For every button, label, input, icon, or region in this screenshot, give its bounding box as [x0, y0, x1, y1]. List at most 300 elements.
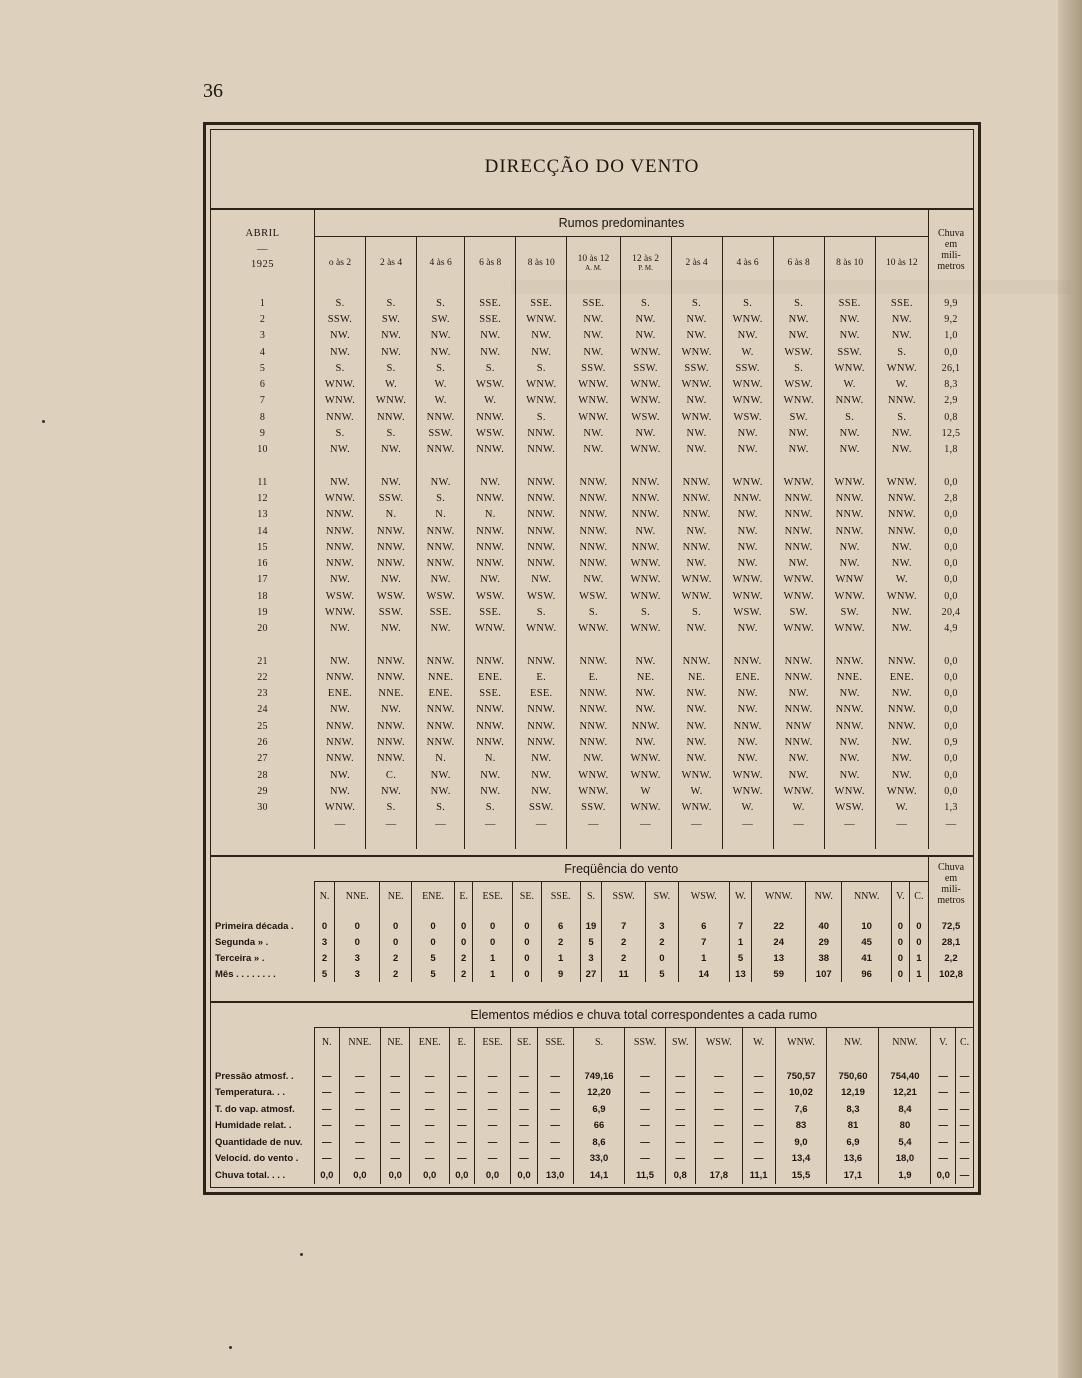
wind-direction-cell: W.: [824, 376, 875, 392]
slot-header: [366, 237, 417, 290]
element-cell: 0,0: [450, 1167, 475, 1184]
frequency-column-header: NW.: [806, 882, 842, 911]
gap-cell: [315, 637, 366, 653]
frequency-body: [211, 910, 973, 982]
wind-direction-cell: NNW.: [516, 442, 567, 458]
wind-direction-cell: WNW.: [773, 621, 824, 637]
element-cell: —: [474, 1134, 511, 1151]
spacer-cell: [211, 832, 315, 848]
wind-direction-cell: NNW.: [465, 702, 516, 718]
frequency-cell: 1: [678, 950, 729, 966]
slot-header: [465, 237, 516, 290]
wind-direction-cell: NNW.: [366, 669, 417, 685]
element-cell: 6,9: [827, 1134, 879, 1151]
wind-direction-cell: NW.: [824, 555, 875, 571]
slot-label: 8 às 10: [836, 258, 864, 268]
wind-direction-cell: NNW.: [417, 442, 465, 458]
element-cell: —: [410, 1134, 450, 1151]
element-cell: —: [410, 1085, 450, 1102]
wind-direction-cell: SSW.: [366, 604, 417, 620]
wind-direction-cell: WNW.: [465, 621, 516, 637]
wind-direction-cell: NNW.: [773, 490, 824, 506]
wind-direction-cell: S.: [366, 800, 417, 816]
wind-direction-cell: NW.: [773, 442, 824, 458]
frequency-rain-header: [929, 857, 974, 910]
element-cell: —: [315, 1118, 340, 1135]
rain-cell: 26,1: [929, 360, 974, 376]
wind-direction-cell: NW.: [773, 328, 824, 344]
element-cell: 17,1: [827, 1167, 879, 1184]
wind-direction-cell: WNW.: [824, 621, 875, 637]
rain-cell: 0,0: [929, 767, 974, 783]
wind-direction-cell: S.: [366, 289, 417, 311]
element-cell: —: [625, 1134, 665, 1151]
table-row: [211, 572, 973, 588]
wind-direction-cell: S.: [516, 360, 567, 376]
wind-direction-cell: NNW.: [824, 523, 875, 539]
frequency-cell: 5: [580, 934, 602, 950]
wind-direction-cell: SW.: [366, 311, 417, 327]
rain-header-line: em: [944, 238, 958, 250]
frequency-cell: 0: [909, 934, 928, 950]
wind-direction-cell: WNW.: [773, 474, 824, 490]
wind-direction-cell: NW.: [671, 702, 722, 718]
dash-cell: —: [366, 816, 417, 832]
table-row: [211, 910, 973, 934]
wind-direction-cell: S.: [465, 800, 516, 816]
wind-direction-cell: WNW.: [315, 376, 366, 392]
month-dash: —: [257, 243, 268, 255]
wind-direction-cell: NW.: [315, 767, 366, 783]
frequency-cell: 0: [473, 934, 513, 950]
element-cell: 9,0: [775, 1134, 827, 1151]
slot-header: [671, 237, 722, 290]
wind-direction-cell: NW.: [366, 702, 417, 718]
element-cell: —: [625, 1101, 665, 1118]
wind-direction-cell: NW.: [671, 555, 722, 571]
wind-direction-cell: WNW.: [620, 393, 671, 409]
elements-column-header: V.: [931, 1028, 956, 1057]
day-number: 2: [259, 313, 266, 325]
wind-direction-cell: NNW.: [773, 507, 824, 523]
elements-column-header: WSW.: [695, 1028, 742, 1057]
element-cell: —: [511, 1085, 537, 1102]
frequency-cell: 40: [806, 910, 842, 934]
wind-direction-cell: NNW.: [516, 507, 567, 523]
wind-direction-cell: WNW.: [567, 376, 620, 392]
rain-cell: 102,8: [929, 966, 974, 982]
frequency-cell: 0: [892, 934, 910, 950]
table-inner-frame: [210, 129, 974, 1188]
frequency-column-header: S.: [580, 882, 602, 911]
element-cell: —: [410, 1118, 450, 1135]
day-number: 9: [259, 428, 266, 440]
wind-direction-cell: NW.: [465, 474, 516, 490]
wind-direction-cell: WNW.: [567, 393, 620, 409]
group-header: Rumos predominantes: [315, 210, 929, 237]
wind-direction-cell: NW.: [773, 555, 824, 571]
day-number: 26: [257, 737, 268, 749]
slot-header: [773, 237, 824, 290]
element-cell: 0,0: [315, 1167, 340, 1184]
elements-column-header: WNW.: [775, 1028, 827, 1057]
table-row: [211, 702, 973, 718]
wind-direction-cell: NW.: [671, 442, 722, 458]
wind-direction-cell: NW.: [671, 621, 722, 637]
slot-label: 6 às 8: [479, 258, 502, 268]
wind-direction-cell: NW.: [465, 572, 516, 588]
element-cell: —: [537, 1056, 573, 1085]
element-cell: —: [742, 1101, 775, 1118]
table-row: [211, 1118, 973, 1135]
frequency-cell: 0: [335, 934, 380, 950]
rain-cell: 1,8: [929, 442, 974, 458]
row-label: T. do vap. atmosf.: [215, 1103, 295, 1115]
wind-direction-cell: WNW.: [567, 767, 620, 783]
element-cell: —: [474, 1085, 511, 1102]
rain-cell: 0,9: [929, 734, 974, 750]
wind-direction-cell: NW.: [417, 572, 465, 588]
table-row: [211, 783, 973, 799]
wind-direction-cell: NW.: [567, 311, 620, 327]
rain-cell: 0,0: [929, 751, 974, 767]
wind-direction-cell: NW.: [620, 653, 671, 669]
rain-cell: 2,8: [929, 490, 974, 506]
wind-direction-cell: NW.: [875, 751, 928, 767]
element-cell: 13,4: [775, 1151, 827, 1168]
frequency-cell: 0: [513, 934, 542, 950]
wind-direction-cell: NNW.: [465, 555, 516, 571]
slot-label: 4 às 6: [429, 258, 452, 268]
wind-direction-cell: S.: [315, 360, 366, 376]
wind-direction-cell: NW.: [366, 621, 417, 637]
wind-direction-cell: WNW.: [773, 588, 824, 604]
mean-elements-table: [211, 1003, 973, 1184]
wind-direction-cell: NNW.: [824, 490, 875, 506]
rain-cell: 0,0: [929, 718, 974, 734]
day-number: 28: [257, 769, 268, 781]
wind-direction-cell: S.: [366, 425, 417, 441]
frequency-cell: 0: [909, 910, 928, 934]
frequency-cell: 0: [380, 934, 412, 950]
wind-direction-cell: SSW.: [567, 360, 620, 376]
wind-direction-cell: WNW.: [875, 588, 928, 604]
wind-direction-cell: WNW.: [315, 800, 366, 816]
frequency-cell: 1: [473, 950, 513, 966]
wind-direction-cell: NW.: [722, 702, 773, 718]
gap-cell: [366, 458, 417, 474]
gap-cell: [773, 637, 824, 653]
wind-direction-cell: WNW.: [875, 474, 928, 490]
wind-direction-cell: WNW.: [671, 572, 722, 588]
elements-column-header: ENE.: [410, 1028, 450, 1057]
day-number: 1: [259, 297, 266, 309]
wind-direction-cell: NW.: [465, 783, 516, 799]
wind-direction-cell: NW.: [824, 311, 875, 327]
gap-cell: [211, 458, 315, 474]
wind-direction-cell: SSW.: [620, 360, 671, 376]
wind-direction-cell: NW.: [722, 523, 773, 539]
element-cell: —: [931, 1151, 956, 1168]
wind-direction-cell: NNW.: [567, 702, 620, 718]
elements-column-header: NNE.: [339, 1028, 381, 1057]
wind-direction-cell: NNW.: [567, 523, 620, 539]
element-cell: —: [450, 1134, 475, 1151]
wind-direction-cell: NW.: [875, 734, 928, 750]
frequency-cell: 0: [473, 910, 513, 934]
wind-direction-cell: NNW.: [567, 539, 620, 555]
frequency-column-header: NNE.: [335, 882, 380, 911]
dash-cell: —: [722, 816, 773, 832]
wind-direction-cell: WNW.: [620, 344, 671, 360]
wind-direction-cell: WNW.: [824, 360, 875, 376]
wind-direction-cell: S.: [417, 360, 465, 376]
wind-direction-cell: SSE.: [465, 311, 516, 327]
wind-direction-cell: NNW.: [417, 555, 465, 571]
frequency-cell: 2: [455, 966, 473, 982]
table-row: [211, 604, 973, 620]
wind-direction-cell: NW.: [620, 523, 671, 539]
wind-direction-cell: NNW.: [567, 507, 620, 523]
frequency-cell: 2: [315, 950, 335, 966]
day-number: 23: [257, 688, 268, 700]
wind-direction-cell: NW.: [567, 328, 620, 344]
wind-direction-cell: S.: [773, 360, 824, 376]
wind-direction-cell: NNW.: [465, 490, 516, 506]
elements-column-header: E.: [450, 1028, 475, 1057]
wind-direction-cell: WNW.: [773, 783, 824, 799]
wind-direction-cell: NNW.: [567, 718, 620, 734]
wind-direction-cell: WNW.: [722, 311, 773, 327]
wind-direction-cell: SSE.: [567, 289, 620, 311]
element-cell: —: [339, 1151, 381, 1168]
frequency-column-header: SSE.: [541, 882, 580, 911]
wind-direction-cell: SSE.: [824, 289, 875, 311]
slot-label: 4 às 6: [736, 258, 759, 268]
spacer-cell: [315, 832, 366, 848]
frequency-cell: 38: [806, 950, 842, 966]
wind-direction-cell: NNW.: [824, 718, 875, 734]
wind-direction-cell: WNW.: [722, 572, 773, 588]
frequency-cell: 11: [602, 966, 646, 982]
element-cell: —: [665, 1085, 695, 1102]
wind-direction-cell: NNW.: [620, 507, 671, 523]
spacer-cell: [366, 832, 417, 848]
row-label: Segunda » .: [215, 936, 269, 948]
wind-direction-cell: SSE.: [465, 686, 516, 702]
element-cell: —: [381, 1056, 410, 1085]
wind-direction-cell: NNW.: [824, 507, 875, 523]
wind-direction-cell: WNW.: [516, 621, 567, 637]
wind-direction-cell: WNW.: [315, 604, 366, 620]
gap-cell: [465, 458, 516, 474]
element-cell: —: [625, 1151, 665, 1168]
rain-header-line: Chuva: [937, 861, 965, 873]
spacer-cell: [773, 832, 824, 848]
dash-row: [211, 816, 973, 832]
table-row: [211, 328, 973, 344]
wind-direction-cell: WNW.: [516, 311, 567, 327]
wind-direction-cell: NW.: [671, 718, 722, 734]
wind-direction-cell: NW.: [465, 328, 516, 344]
wind-direction-cell: NW.: [366, 474, 417, 490]
element-cell: —: [537, 1085, 573, 1102]
spacer-cell: [875, 832, 928, 848]
element-cell: 11,1: [742, 1167, 775, 1184]
wind-direction-cell: N.: [465, 507, 516, 523]
wind-direction-cell: C.: [366, 767, 417, 783]
wind-direction-cell: WNW.: [773, 572, 824, 588]
table-row: [211, 523, 973, 539]
wind-direction-cell: WSW.: [773, 344, 824, 360]
rain-cell: 0,8: [929, 409, 974, 425]
wind-direction-cell: NNW.: [567, 490, 620, 506]
wind-direction-cell: NNW.: [671, 474, 722, 490]
gap-cell: [671, 458, 722, 474]
wind-direction-cell: S.: [875, 344, 928, 360]
frequency-cell: 5: [729, 950, 752, 966]
wind-direction-cell: WNW.: [722, 376, 773, 392]
wind-direction-cell: NW.: [315, 344, 366, 360]
table-row: [211, 653, 973, 669]
wind-direction-cell: W.: [875, 376, 928, 392]
dash-cell: —: [671, 816, 722, 832]
day-number: 16: [257, 558, 268, 570]
spacer-cell: [567, 832, 620, 848]
wind-direction-cell: NW.: [417, 621, 465, 637]
rain-cell: 0,0: [929, 523, 974, 539]
gap-cell: [620, 458, 671, 474]
element-cell: —: [450, 1085, 475, 1102]
year-label: 1925: [251, 259, 274, 271]
frequency-cell: 14: [678, 966, 729, 982]
wind-direction-cell: NNW.: [722, 653, 773, 669]
table-row: [211, 686, 973, 702]
wind-direction-cell: NNW.: [567, 555, 620, 571]
wind-direction-cell: NW.: [722, 425, 773, 441]
elements-column-header: S.: [573, 1028, 625, 1057]
elements-caption: Elementos médios e chuva total correspondentes a cada rumo: [470, 1008, 818, 1022]
rain-header-line: em: [944, 872, 958, 884]
rain-cell: 0,0: [929, 344, 974, 360]
wind-direction-cell: NNE.: [417, 669, 465, 685]
wind-direction-cell: NW.: [875, 621, 928, 637]
wind-direction-cell: NW.: [875, 539, 928, 555]
rain-cell: 72,5: [929, 910, 974, 934]
wind-direction-cell: NNW.: [417, 734, 465, 750]
wind-direction-cell: NW.: [315, 328, 366, 344]
wind-direction-cell: NNW.: [875, 718, 928, 734]
slot-label: 10 às 12: [885, 258, 918, 268]
element-cell: —: [410, 1101, 450, 1118]
element-cell: —: [315, 1151, 340, 1168]
wind-direction-cell: S.: [620, 289, 671, 311]
day-number: 13: [257, 509, 268, 521]
element-cell: 12,19: [827, 1085, 879, 1102]
gap-cell: [722, 637, 773, 653]
wind-direction-cell: NNW.: [516, 555, 567, 571]
wind-direction-cell: NW.: [516, 328, 567, 344]
slot-label: 6 às 8: [787, 258, 810, 268]
wind-direction-cell: NNW.: [315, 751, 366, 767]
element-cell: 754,40: [879, 1056, 931, 1085]
wind-direction-cell: NNW.: [516, 474, 567, 490]
elements-column-header: NNW.: [879, 1028, 931, 1057]
row-label: Temperatura. . .: [215, 1087, 286, 1099]
gap-cell: [620, 637, 671, 653]
wind-direction-cell: NW.: [620, 311, 671, 327]
wind-direction-cell: WSW.: [620, 409, 671, 425]
table-row: [211, 344, 973, 360]
wind-direction-cell: NW.: [875, 767, 928, 783]
wind-direction-cell: SSW.: [366, 490, 417, 506]
wind-direction-cell: ENE.: [875, 669, 928, 685]
element-cell: —: [956, 1151, 973, 1168]
wind-direction-cell: NNW.: [773, 702, 824, 718]
elements-column-header: SSW.: [625, 1028, 665, 1057]
rain-header-line: metros: [937, 260, 965, 272]
rain-cell: 0,0: [929, 783, 974, 799]
rain-header-line: Chuva: [937, 227, 965, 239]
wind-direction-cell: NNW.: [465, 539, 516, 555]
frequency-cell: 59: [752, 966, 806, 982]
day-number: 22: [257, 671, 268, 683]
wind-direction-cell: WSW.: [773, 376, 824, 392]
frequency-cell: 1: [909, 950, 928, 966]
gap-cell: [929, 458, 974, 474]
wind-direction-cell: NW.: [824, 442, 875, 458]
rain-cell: 9,9: [929, 289, 974, 311]
wind-direction-cell: ENE.: [315, 686, 366, 702]
table-row: [211, 751, 973, 767]
wind-direction-cell: NW.: [417, 344, 465, 360]
element-cell: 12,20: [573, 1085, 625, 1102]
wind-direction-cell: NNW.: [516, 425, 567, 441]
wind-direction-cell: E.: [567, 669, 620, 685]
day-number: 21: [257, 655, 268, 667]
wind-direction-cell: NNW.: [722, 490, 773, 506]
wind-direction-cell: WSW.: [465, 425, 516, 441]
slot-label: o às 2: [328, 258, 352, 268]
element-cell: 8,3: [827, 1101, 879, 1118]
element-cell: 5,4: [879, 1134, 931, 1151]
elements-column-header: C.: [956, 1028, 973, 1057]
month-label: ABRIL: [245, 227, 280, 239]
wind-direction-cell: WNW.: [671, 767, 722, 783]
element-cell: —: [665, 1151, 695, 1168]
wind-direction-cell: SSW.: [417, 425, 465, 441]
day-number: 29: [257, 785, 268, 797]
element-cell: —: [625, 1056, 665, 1085]
wind-direction-cell: NW.: [824, 686, 875, 702]
element-cell: 0,0: [511, 1167, 537, 1184]
element-cell: 8,6: [573, 1134, 625, 1151]
slot-label: 8 às 10: [527, 258, 555, 268]
wind-direction-cell: NNE.: [824, 669, 875, 685]
frequency-cell: 2: [602, 934, 646, 950]
element-cell: —: [315, 1085, 340, 1102]
frequency-column-header: NNW.: [842, 882, 892, 911]
slot-header: [824, 237, 875, 290]
slot-label: 10 às 12: [577, 254, 610, 264]
wind-direction-cell: NW.: [875, 311, 928, 327]
wind-direction-cell: NW.: [315, 572, 366, 588]
element-cell: 0,8: [665, 1167, 695, 1184]
wind-direction-cell: NNW.: [567, 653, 620, 669]
wind-direction-cell: S.: [671, 604, 722, 620]
page-title: DIRECÇÃO DO VENTO: [484, 156, 700, 177]
rain-cell: 8,3: [929, 376, 974, 392]
